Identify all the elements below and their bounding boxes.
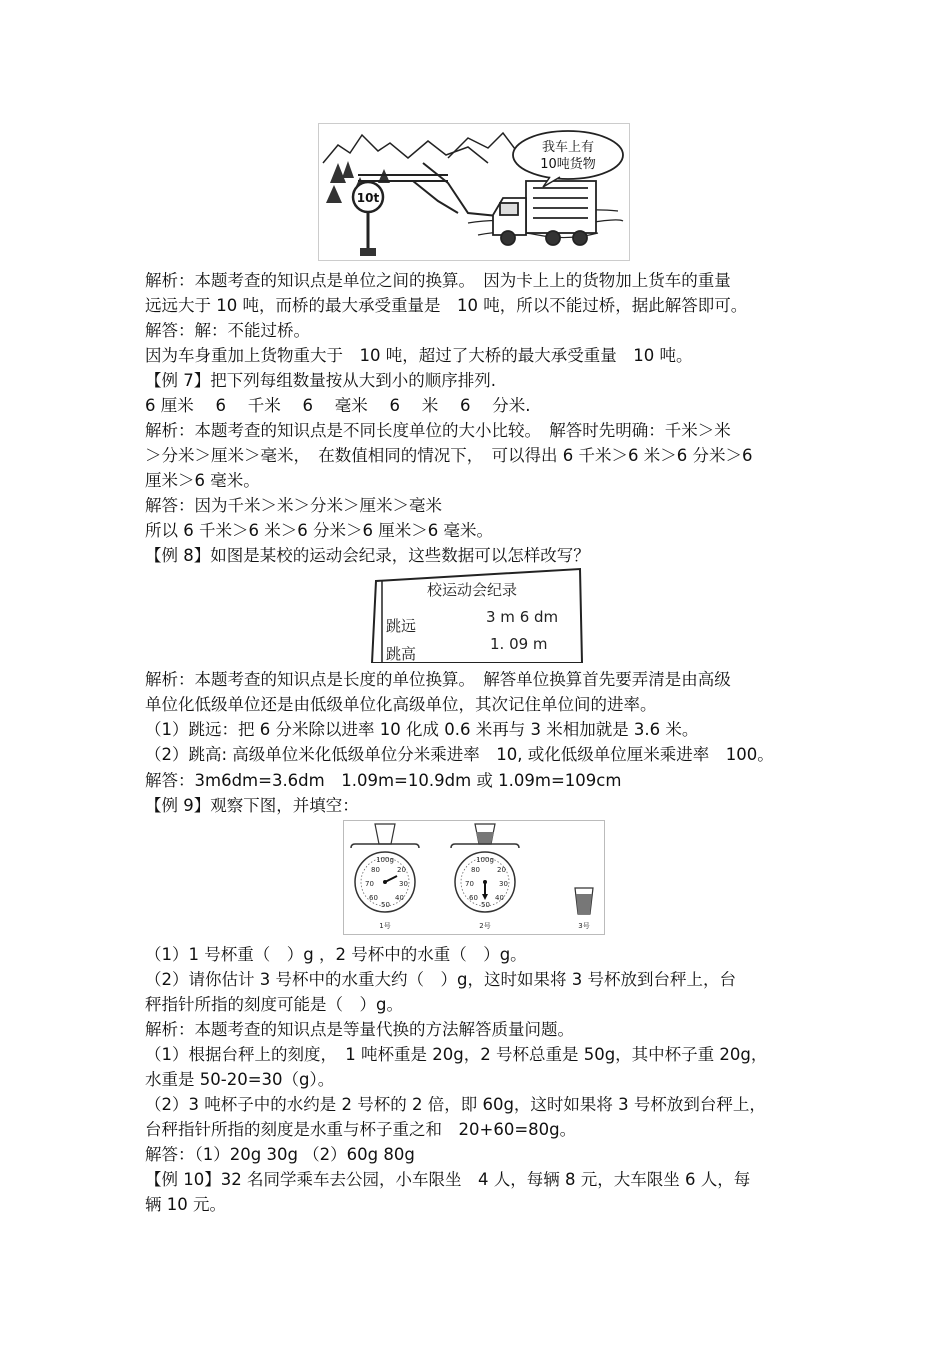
record-value-long-jump: 3 m 6 dm (486, 608, 559, 626)
cup-label-1: 1号 (379, 922, 391, 930)
scale-1-tick: 80 (371, 866, 380, 874)
example-heading: 【例 10】32 名同学乘车去公园，小车限坐 4 人，每辆 8 元，大车限坐 6 人，每 (145, 1170, 751, 1189)
scale-2-tick: 70 (465, 880, 474, 888)
sign-text: 10t (356, 191, 380, 205)
bubble-line-2: 10吨货物 (540, 157, 596, 172)
text-line: 解答：3m6dm=3.6dm 1.09m=10.9dm 或 1.09m=109cm (145, 771, 622, 790)
scale-1-tick: 50 (381, 901, 390, 909)
text-line: （1）根据台秤上的刻度， 1 吨杯重是 20g，2 号杯总重是 50g，其中杯子重 20g， (145, 1045, 768, 1064)
text-line: 解答：因为千米＞米＞分米＞厘米＞毫米 (145, 496, 442, 515)
cup-1-empty (375, 824, 395, 844)
text-line: 远远大于 10 吨，而桥的最大承受重量是 10 吨，所以不能过桥，据此解答即可。 (145, 296, 748, 315)
example-heading: 【例 7】把下列每组数量按从大到小的顺序排列. (145, 371, 496, 390)
scale-1-tick: 70 (365, 880, 374, 888)
text-line: 台秤指针所指的刻度是水重与杯子重之和 20+60=80g。 (145, 1120, 577, 1139)
text-line: 解答：（1）20g 30g （2）60g 80g (145, 1145, 415, 1164)
text-line: 解析：本题考查的知识点是单位之间的换算。 因为卡上上的货物加上货车的重量 (145, 271, 731, 290)
example-heading: 【例 9】观察下图，并填空： (145, 796, 359, 815)
text-line: （2）跳高: 高级单位米化低级单位分米乘进率 10, 或化低级单位厘米乘进率 100。 (145, 745, 774, 764)
scale-2-top-label: 100g (476, 856, 494, 864)
record-title: 校运动会纪录 (426, 581, 518, 599)
text-line: 解答：解：不能过桥。 (145, 321, 310, 340)
text-line: 解析：本题考查的知识点是长度的单位换算。 解答单位换算首先要弄清是由高级 (145, 670, 731, 689)
scale-2-tick: 60 (469, 894, 478, 902)
text-line: ＞分米＞厘米＞毫米， 在数值相同的情况下， 可以得出 6 千米＞6 米＞6 分米＞6 (145, 446, 753, 465)
text-line: （1）跳远：把 6 分米除以进率 10 化成 0.6 米再与 3 米相加就是 3.6 米。 (145, 720, 699, 739)
bubble-line-1: 我车上有 (541, 140, 595, 155)
cup-label-3: 3号 (578, 922, 590, 930)
text-line: （2）请你估计 3 号杯中的水重大约（ ）g，这时如果将 3 号杯放到台秤上，台 (145, 970, 736, 989)
scale-1-tick: 20 (397, 866, 406, 874)
text-line: （2）3 吨杯子中的水约是 2 号杯的 2 倍，即 60g，这时如果将 3 号杯放到台秤上， (145, 1095, 766, 1114)
cup-label-2: 2号 (479, 922, 491, 930)
text-line: 辆 10 元。 (145, 1195, 226, 1214)
sports-record-card (362, 567, 584, 663)
text-line: （1）1 号杯重（ ）g ，2 号杯中的水重（ ）g。 (145, 945, 527, 964)
cup-2-water (476, 832, 494, 844)
scale-2-tick: 30 (499, 880, 508, 888)
scale-2-tick: 40 (495, 894, 504, 902)
scale-1-tick: 40 (395, 894, 404, 902)
text-line: 因为车身重加上货物重大于 10 吨，超过了大桥的最大承受重量 10 吨。 (145, 346, 693, 365)
text-line: 所以 6 千米＞6 米＞6 分米＞6 厘米＞6 毫米。 (145, 521, 493, 540)
text-line: 解析：本题考查的知识点是等量代换的方法解答质量问题。 (145, 1020, 574, 1039)
text-line: 单位化低级单位还是由低级单位化高级单位，其次记住单位间的进率。 (145, 695, 657, 714)
record-value-high-jump: 1. 09 m (490, 635, 548, 653)
text-line: 6 厘米 6 千米 6 毫米 6 米 6 分米. (145, 396, 531, 415)
text-line: 秤指针所指的刻度可能是（ ）g。 (145, 995, 403, 1014)
truck-bridge-illustration (318, 123, 630, 261)
record-label-high-jump: 跳高 (386, 645, 417, 663)
example-heading: 【例 8】如图是某校的运动会纪录，这些数据可以怎样改写？ (145, 546, 590, 565)
scale-1-top-label: 100g (376, 856, 394, 864)
text-line: 解析：本题考查的知识点是不同长度单位的大小比较。 解答时先明确：千米＞米 (145, 421, 731, 440)
scale-1-tick: 60 (369, 894, 378, 902)
record-label-long-jump: 跳远 (386, 617, 417, 635)
scale-2-tick: 80 (471, 866, 480, 874)
text-line: 水重是 50-20=30（g）。 (145, 1070, 335, 1089)
scale-2-tick: 20 (497, 866, 506, 874)
scales-and-cups-figure (343, 820, 605, 935)
text-line: 厘米＞6 毫米。 (145, 471, 260, 490)
scale-2-tick: 50 (481, 901, 490, 909)
scale-1-tick: 30 (399, 880, 408, 888)
